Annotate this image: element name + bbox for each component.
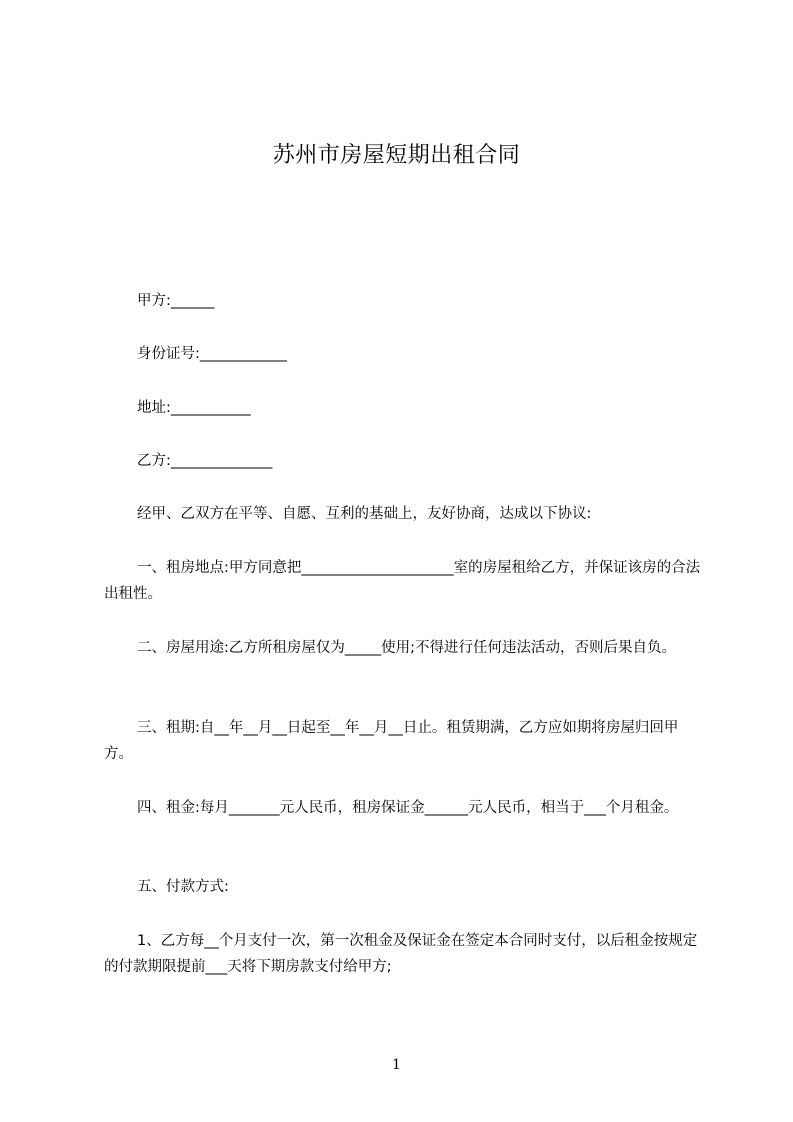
intro-paragraph: 经甲、乙双方在平等、自愿、互利的基础上，友好协商，达成以下协议: — [137, 506, 592, 522]
id-number-field: 身份证号:____________ — [137, 346, 287, 362]
clause-payment-heading: 五、付款方式: — [137, 879, 229, 895]
clause-rent: 四、租金:每月_______元人民币，租房保证金______元人民币，相当于___个月租金。 — [137, 800, 679, 816]
page-number: 1 — [392, 1057, 401, 1073]
address-field: 地址:___________ — [137, 400, 251, 416]
party-b-field: 乙方:______________ — [137, 453, 273, 469]
clause-location: 一、租房地点:甲方同意把_____________________室的房屋租给乙方，并保证该房的合法出租性。 — [104, 560, 701, 602]
clause-payment-item-1: 1、乙方每__个月支付一次，第一次租金及保证金在签定本合同时支付，以后租金按规定的付款期限提前___天将下期房款支付给甲方; — [104, 933, 698, 975]
party-a-field: 甲方:______ — [137, 293, 215, 309]
document-title: 苏州市房屋短期出租合同 — [272, 143, 521, 168]
clause-usage: 二、房屋用途:乙方所租房屋仅为_____使用;不得进行任何违法活动，否则后果自负。 — [137, 640, 677, 656]
clause-term: 三、租期:自__年__月__日起至__年__月__日止。租赁期满，乙方应如期将房屋归回甲方。 — [104, 720, 679, 762]
